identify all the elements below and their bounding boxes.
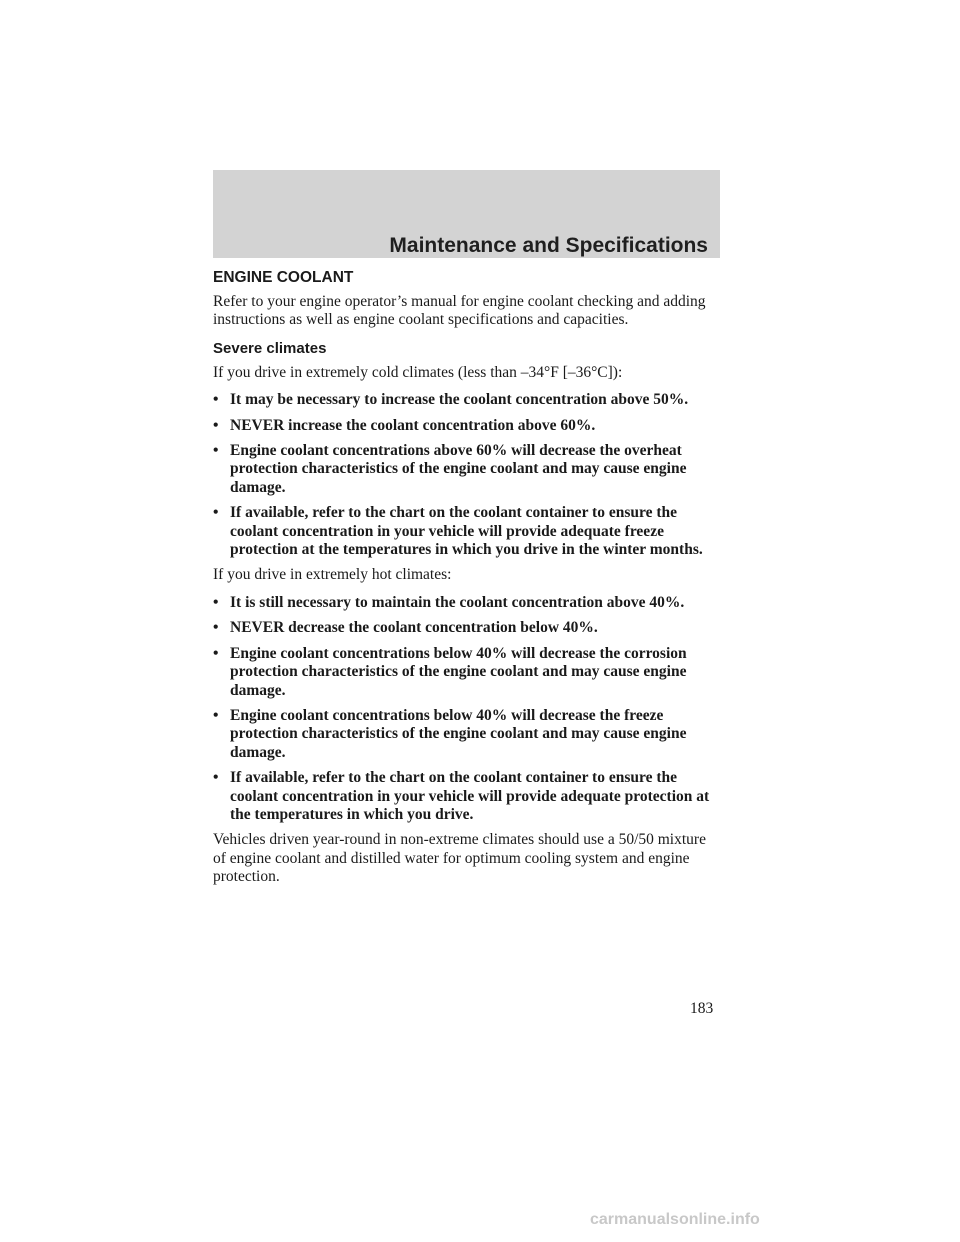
closing-paragraph: Vehicles driven year-round in non-extreme climates should use a 50/50 mixture of engine coolant and distilled water for optimum cooling system and engine protection.: [213, 831, 706, 886]
section-header-band: [213, 170, 720, 258]
list-item: • NEVER increase the coolant concentration above 60%.: [213, 416, 596, 434]
bullet-icon: •: [213, 391, 219, 409]
list-item: • If available, refer to the chart on the coolant container to ensure the coolant concentration in your vehicle will provide adequate protection at the temperatures in which you drive.: [213, 769, 710, 823]
cold-climates-list: [213, 391, 720, 559]
cold-climates-intro: If you drive in extremely cold climates (less than –34°F [–36°C]):: [213, 363, 623, 381]
bullet-icon: •: [213, 504, 219, 522]
list-item: • NEVER decrease the coolant concentration below 40%.: [213, 619, 598, 637]
bullet-icon: •: [213, 442, 219, 460]
bullet-icon: •: [213, 416, 219, 434]
watermark: carmanualsonline.info: [590, 1211, 760, 1228]
list-item: • Engine coolant concentrations above 60% will decrease the overheat protection characteristics of the engine coolant and may cause engine damage.: [213, 442, 687, 496]
page-content: [213, 268, 720, 896]
bullet-icon: •: [213, 706, 219, 724]
hot-climates-intro: If you drive in extremely hot climates:: [213, 566, 452, 584]
list-item: • It may be necessary to increase the coolant concentration above 50%.: [213, 391, 689, 409]
hot-climates-list: [213, 594, 720, 824]
intro-paragraph: Refer to your engine operator’s manual for engine coolant checking and adding instructions as well as engine coolant specifications and capacities.: [213, 293, 706, 329]
list-item: • Engine coolant concentrations below 40% will decrease the corrosion protection characteristics of the engine coolant and may cause engine damage.: [213, 644, 687, 699]
bullet-icon: •: [213, 644, 219, 662]
bullet-icon: •: [213, 619, 219, 637]
section-title: Maintenance and Specifications: [389, 234, 708, 257]
bullet-icon: •: [213, 769, 219, 787]
page-number: 183: [690, 1000, 714, 1017]
severe-climates-heading: Severe climates: [213, 339, 327, 357]
list-item: • If available, refer to the chart on the coolant container to ensure the coolant concentration in your vehicle will provide adequate freeze protection at the temperatures in which you drive in the winter months.: [213, 504, 703, 559]
list-item: • Engine coolant concentrations below 40% will decrease the freeze protection characteristics of the engine coolant and may cause engine damage.: [213, 706, 687, 761]
list-item: • It is still necessary to maintain the coolant concentration above 40%.: [213, 593, 685, 611]
bullet-icon: •: [213, 593, 219, 611]
engine-coolant-heading: ENGINE COOLANT: [213, 269, 354, 286]
